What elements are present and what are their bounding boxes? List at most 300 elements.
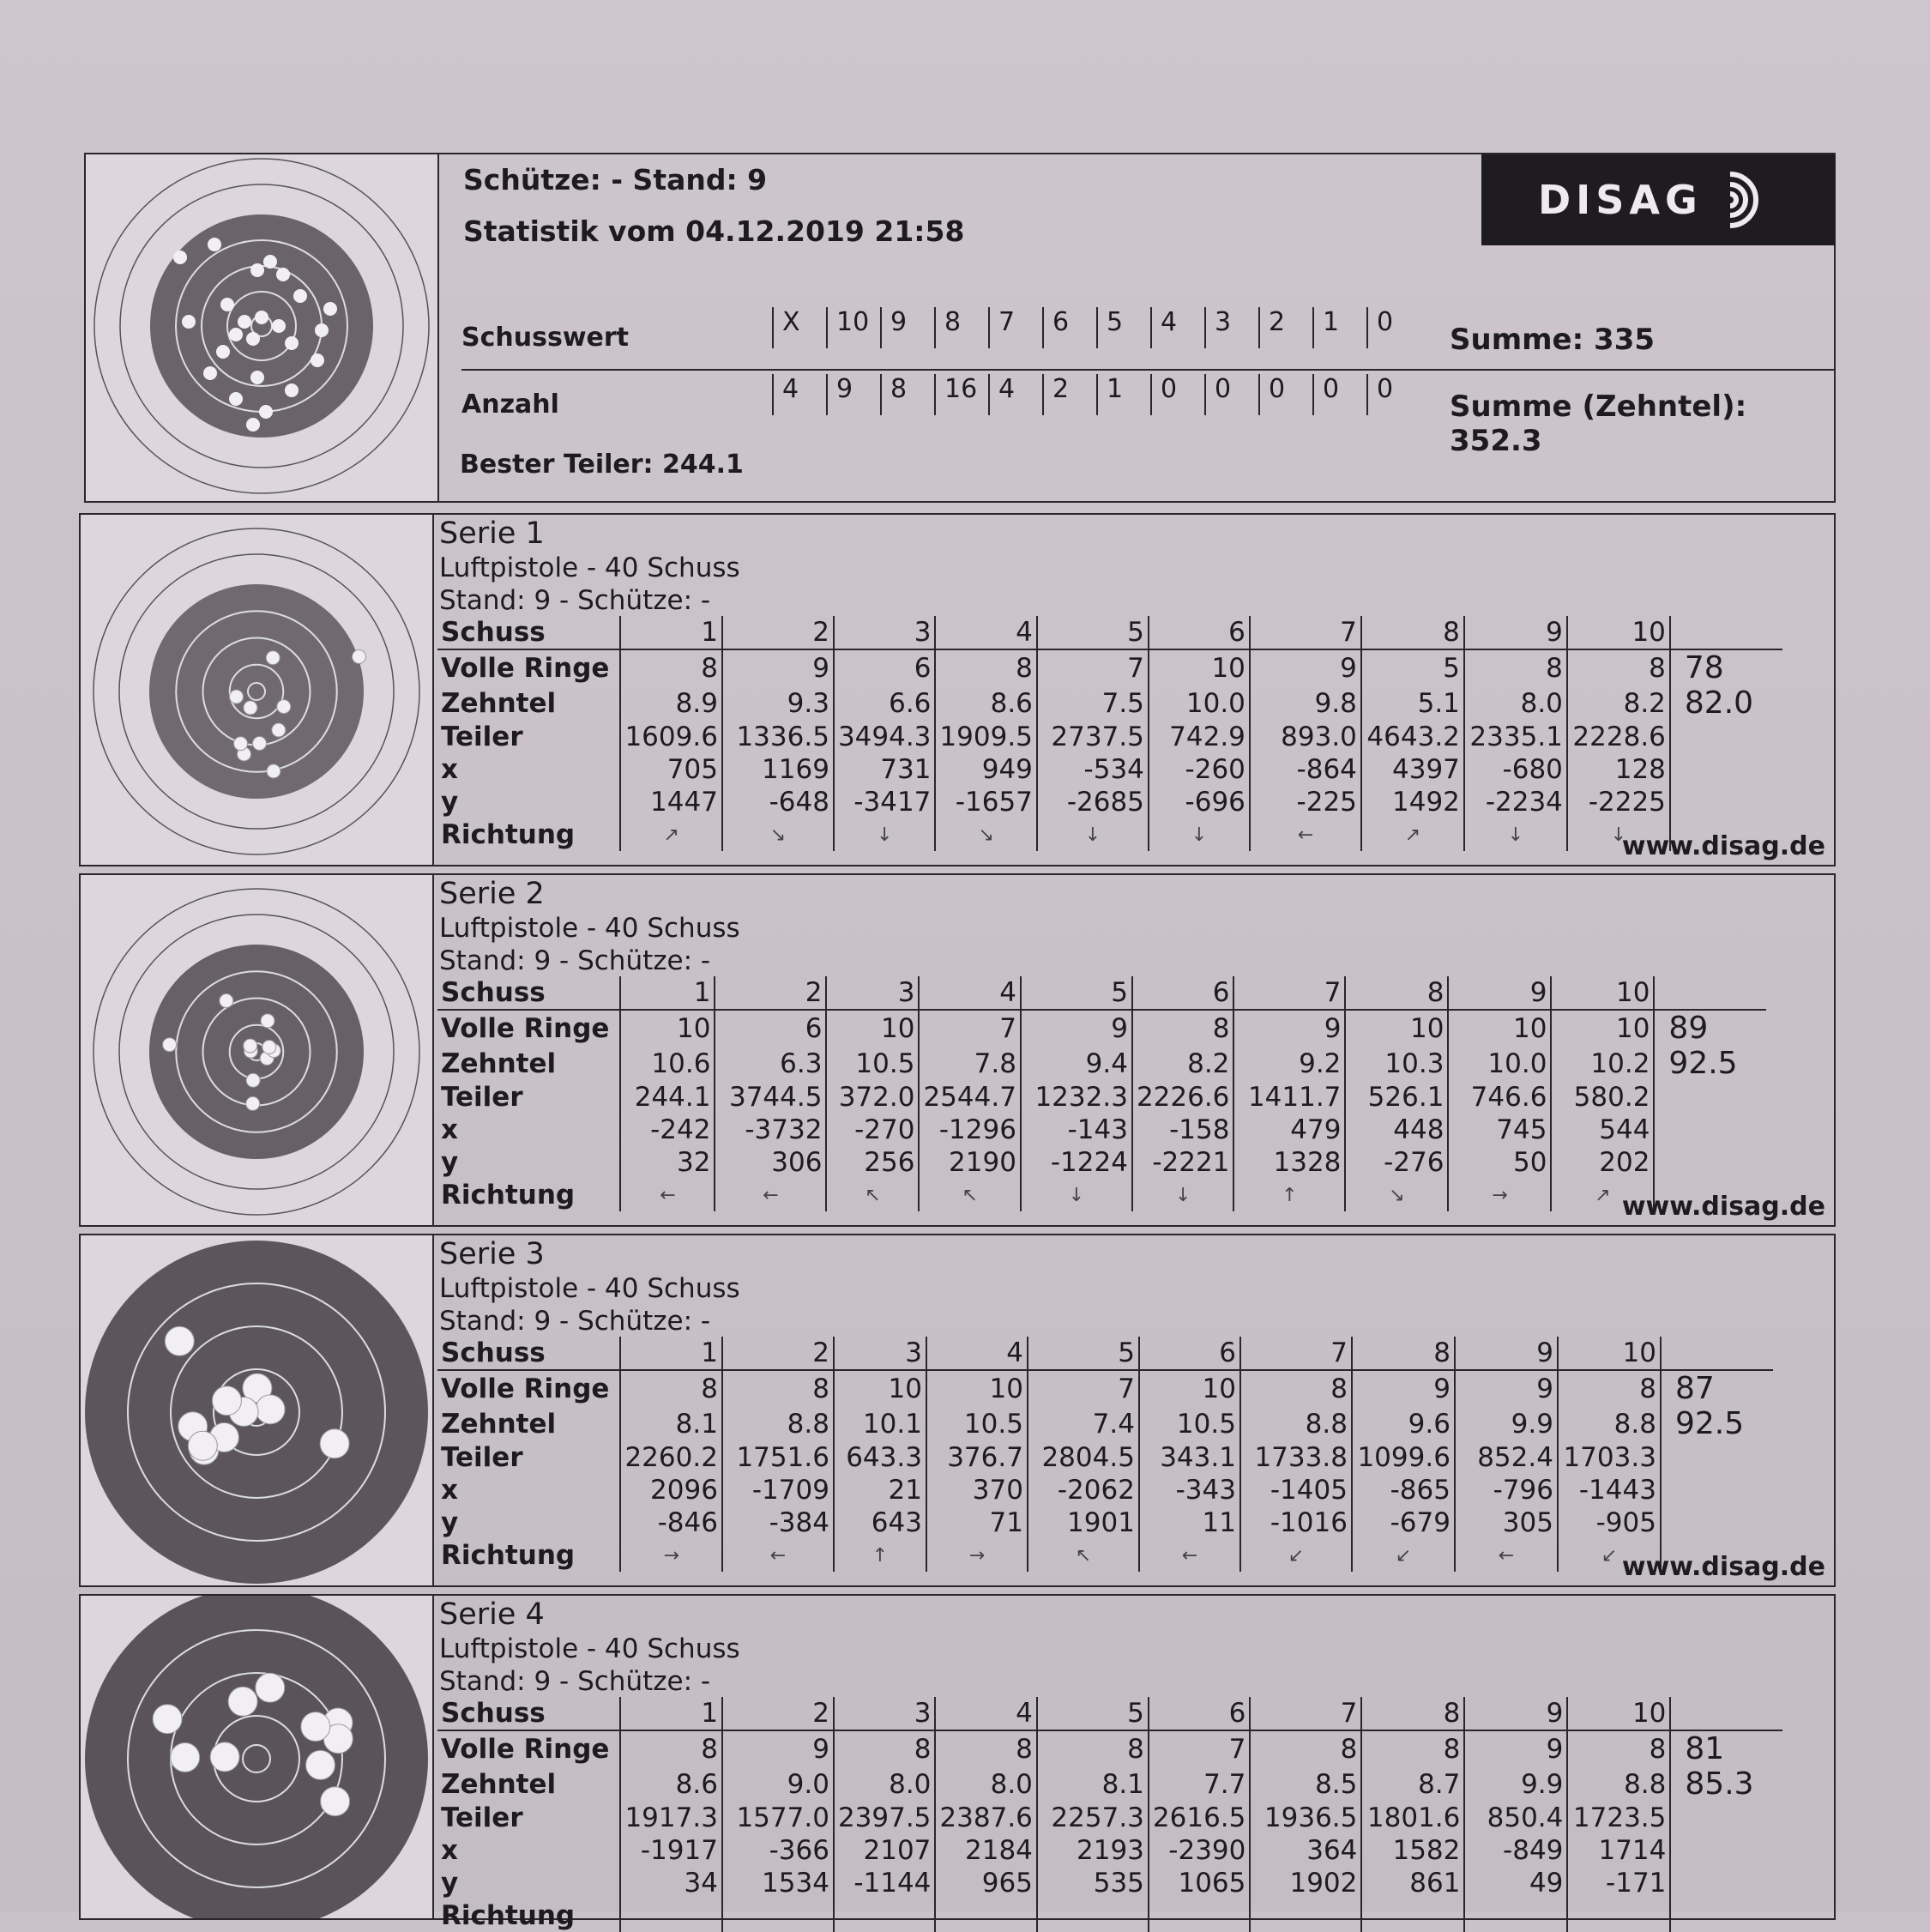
table-cell: ↗ <box>1551 1179 1654 1211</box>
row-label: y <box>441 1147 459 1178</box>
table-cell: ↓ <box>834 818 935 851</box>
table-cell: -796 <box>1455 1474 1558 1506</box>
table-row <box>437 1046 1766 1081</box>
hit-mark <box>272 723 286 737</box>
table-cell: 8 <box>1361 616 1464 649</box>
table-cell: 372.0 <box>826 1081 919 1114</box>
table-cell: 1577.0 <box>722 1802 834 1834</box>
table-cell: 8.0 <box>935 1766 1036 1802</box>
table-cell: 6 <box>834 649 935 685</box>
table-cell: ← <box>620 1179 715 1211</box>
table-row <box>437 1506 1773 1539</box>
table-cell: 10 <box>1448 1010 1551 1046</box>
table-cell: 479 <box>1233 1114 1345 1146</box>
table-cell: -2062 <box>1028 1474 1139 1506</box>
table-cell: 8 <box>1464 649 1567 685</box>
table-cell: -2221 <box>1132 1146 1233 1179</box>
table-cell: ↙ <box>1352 1539 1455 1572</box>
table-cell: 1411.7 <box>1233 1081 1345 1114</box>
count-cell: 4 <box>772 374 825 415</box>
table-cell: 852.4 <box>1455 1441 1558 1474</box>
hit-mark <box>256 1395 285 1424</box>
table-cell: 850.4 <box>1464 1802 1567 1834</box>
series-total: 92.5 <box>1661 1406 1773 1441</box>
table-cell <box>1567 1899 1670 1932</box>
table-cell: ↓ <box>1132 1179 1233 1211</box>
table-cell: -3417 <box>834 786 935 818</box>
row-label: Teiler <box>441 1082 523 1113</box>
table-cell: 10 <box>926 1370 1028 1406</box>
table-cell: 1534 <box>722 1867 834 1899</box>
table-cell: 4 <box>919 976 1020 1010</box>
table-cell: 1 <box>620 1337 721 1370</box>
table-cell: 4 <box>935 616 1036 649</box>
table-cell: -1709 <box>722 1474 834 1506</box>
table-cell: -1296 <box>919 1114 1020 1146</box>
series-target-icon <box>81 1596 432 1918</box>
series-block <box>79 1234 1836 1587</box>
hit-mark <box>244 701 257 715</box>
series-table <box>437 1337 1773 1572</box>
row-label: Zehntel <box>441 687 557 719</box>
count-cell: 9 <box>826 374 879 415</box>
table-cell: 7 <box>1028 1370 1139 1406</box>
table-cell: 2 <box>722 616 834 649</box>
table-cell: 3744.5 <box>715 1081 826 1114</box>
table-cell: 10.0 <box>1149 685 1250 721</box>
summary-target-icon <box>86 154 437 501</box>
table-cell: 746.6 <box>1448 1081 1551 1114</box>
table-cell: 1492 <box>1361 786 1464 818</box>
table-cell: 6 <box>1149 616 1250 649</box>
shot-value-label: Schusswert <box>461 323 630 353</box>
table-cell: 10.5 <box>926 1406 1028 1441</box>
row-label: Teiler <box>441 1802 523 1833</box>
row-label: x <box>441 1835 458 1866</box>
statistics-date: Statistik vom 04.12.2019 21:58 <box>463 214 965 248</box>
table-cell: 10.5 <box>1139 1406 1240 1441</box>
series-total <box>1670 1867 1782 1899</box>
table-cell: 5 <box>1028 1337 1139 1370</box>
table-cell: 9 <box>1455 1370 1558 1406</box>
hit-mark <box>212 1386 241 1416</box>
series-target <box>81 875 434 1225</box>
table-cell: 6 <box>1139 1337 1240 1370</box>
row-label: Volle Ringe <box>441 1012 610 1044</box>
table-cell: 1 <box>620 616 721 649</box>
series-total <box>1654 1081 1766 1114</box>
series-total: 89 <box>1654 1010 1766 1046</box>
table-cell: ← <box>722 1539 834 1572</box>
table-cell: 2107 <box>834 1834 935 1867</box>
hit-mark <box>165 1326 194 1355</box>
series-target-icon <box>81 875 432 1225</box>
series-title: Serie 2 <box>439 877 545 911</box>
table-cell: 4397 <box>1361 753 1464 786</box>
series-total <box>1670 1802 1782 1834</box>
table-cell: -158 <box>1132 1114 1233 1146</box>
shooter-stand-line: Schütze: - Stand: 9 <box>463 163 768 196</box>
table-cell: -864 <box>1250 753 1361 786</box>
table-row <box>437 685 1782 721</box>
table-cell: 1703.3 <box>1558 1441 1661 1474</box>
series-discipline: Luftpistole - 40 Schuss <box>439 1273 740 1304</box>
table-cell: ↘ <box>722 818 834 851</box>
row-label: x <box>441 754 458 785</box>
table-cell: 8.1 <box>620 1406 721 1441</box>
count-cell: 16 <box>934 374 987 415</box>
count-cell: 4 <box>988 374 1041 415</box>
series-total <box>1670 1899 1782 1932</box>
table-cell: 7.8 <box>919 1046 1020 1081</box>
table-cell: 6.3 <box>715 1046 826 1081</box>
table-cell: 1609.6 <box>620 721 721 753</box>
table-cell: ↓ <box>1037 818 1149 851</box>
table-row <box>437 1114 1766 1146</box>
series-table <box>437 1697 1782 1932</box>
table-cell: 2737.5 <box>1037 721 1149 753</box>
shot-value-cell: 2 <box>1258 307 1312 348</box>
table-cell: 643 <box>834 1506 926 1539</box>
row-label: Schuss <box>437 976 620 1010</box>
shot-value-cell: 3 <box>1204 307 1258 348</box>
table-cell <box>1149 1899 1250 1932</box>
table-cell: 8.8 <box>1567 1766 1670 1802</box>
total-sum-tenth: Summe (Zehntel): 352.3 <box>1450 389 1747 458</box>
table-cell: 1902 <box>1250 1867 1361 1899</box>
table-row <box>437 1834 1782 1867</box>
table-cell: -680 <box>1464 753 1567 786</box>
series-target <box>81 1235 434 1585</box>
table-cell: 1714 <box>1567 1834 1670 1867</box>
table-cell: 2193 <box>1037 1834 1149 1867</box>
table-cell: 9.0 <box>722 1766 834 1802</box>
row-label: Schuss <box>437 616 620 649</box>
table-cell: 2226.6 <box>1132 1081 1233 1114</box>
series-discipline: Luftpistole - 40 Schuss <box>439 1633 740 1664</box>
table-cell: 8 <box>1361 1697 1464 1730</box>
hit-mark <box>171 1743 200 1772</box>
row-label: y <box>441 1868 459 1899</box>
table-cell: 10 <box>1551 1010 1654 1046</box>
table-cell: 10.3 <box>1345 1046 1448 1081</box>
series-total <box>1654 1146 1766 1179</box>
table-cell: 1169 <box>722 753 834 786</box>
table-row <box>437 818 1782 851</box>
series-total: 85.3 <box>1670 1766 1782 1802</box>
table-cell: 2397.5 <box>834 1802 935 1834</box>
table-cell: 8 <box>722 1370 834 1406</box>
shot-value-cell: 8 <box>934 307 987 348</box>
table-cell: 364 <box>1250 1834 1361 1867</box>
table-cell: 10.5 <box>826 1046 919 1081</box>
series-target-icon <box>81 1235 432 1585</box>
table-cell: 731 <box>834 753 935 786</box>
table-cell: ↗ <box>1361 818 1464 851</box>
table-cell: 6 <box>715 1010 826 1046</box>
table-cell: 448 <box>1345 1114 1448 1146</box>
table-cell: 49 <box>1464 1867 1567 1899</box>
statistics-header <box>84 153 1836 503</box>
hit-mark <box>234 737 248 751</box>
series-stand: Stand: 9 - Schütze: - <box>439 1306 711 1337</box>
table-cell: 8 <box>1037 1730 1149 1766</box>
disag-logo <box>1481 154 1835 245</box>
table-cell: 8 <box>1361 1730 1464 1766</box>
hit-mark <box>267 764 280 778</box>
table-cell: -1016 <box>1240 1506 1352 1539</box>
table-cell: -143 <box>1021 1114 1132 1146</box>
table-cell: -343 <box>1139 1474 1240 1506</box>
table-cell: 9 <box>1464 1697 1567 1730</box>
table-cell: 9 <box>1448 976 1551 1010</box>
table-cell: 128 <box>1567 753 1670 786</box>
table-cell: 305 <box>1455 1506 1558 1539</box>
table-cell: 10 <box>1558 1337 1661 1370</box>
table-cell: 8 <box>1558 1370 1661 1406</box>
table-cell: -534 <box>1037 753 1149 786</box>
table-cell: 3494.3 <box>834 721 935 753</box>
table-cell: 5 <box>1361 649 1464 685</box>
table-cell: -225 <box>1250 786 1361 818</box>
hit-mark <box>253 737 267 751</box>
table-cell: 8.7 <box>1361 1766 1464 1802</box>
table-cell: 861 <box>1361 1867 1464 1899</box>
table-cell: 9.2 <box>1233 1046 1345 1081</box>
table-cell: 21 <box>834 1474 926 1506</box>
hit-mark <box>153 1705 182 1734</box>
table-cell: 50 <box>1448 1146 1551 1179</box>
table-cell: -679 <box>1352 1506 1455 1539</box>
hit-mark <box>246 1096 260 1110</box>
row-label: Schuss <box>437 1337 620 1370</box>
table-cell: -276 <box>1345 1146 1448 1179</box>
table-cell: 10.6 <box>620 1046 715 1081</box>
table-cell: ↓ <box>1149 818 1250 851</box>
table-cell: ↑ <box>834 1539 926 1572</box>
table-cell: 2544.7 <box>919 1081 1020 1114</box>
table-cell: 8 <box>1352 1337 1455 1370</box>
table-cell: 6 <box>1132 976 1233 1010</box>
table-cell <box>620 1899 721 1932</box>
table-cell <box>722 1899 834 1932</box>
row-label: Richtung <box>441 819 576 850</box>
table-cell: -696 <box>1149 786 1250 818</box>
table-cell <box>1464 1899 1567 1932</box>
table-cell: 3 <box>834 1697 935 1730</box>
table-cell: 9 <box>722 649 834 685</box>
table-cell: 9.6 <box>1352 1406 1455 1441</box>
table-cell: 8.0 <box>834 1766 935 1802</box>
shot-value-cell: 4 <box>1150 307 1203 348</box>
table-cell: 8.8 <box>1240 1406 1352 1441</box>
table-cell: 10 <box>620 1010 715 1046</box>
count-cell: 0 <box>1312 374 1366 415</box>
table-cell: 8.5 <box>1250 1766 1361 1802</box>
series-total <box>1654 976 1766 1010</box>
table-cell <box>1361 1899 1464 1932</box>
hit-mark <box>262 1041 276 1054</box>
series-stand: Stand: 9 - Schütze: - <box>439 945 711 976</box>
table-cell: ↑ <box>1233 1179 1345 1211</box>
table-cell: 9 <box>1021 1010 1132 1046</box>
count-label: Anzahl <box>461 389 559 420</box>
table-cell: 893.0 <box>1250 721 1361 753</box>
table-cell: -648 <box>722 786 834 818</box>
summary-target <box>86 154 439 501</box>
row-label: y <box>441 787 459 818</box>
table-cell: 5 <box>1021 976 1132 1010</box>
total-sum: Summe: 335 <box>1450 323 1656 357</box>
shot-value-cell: 5 <box>1096 307 1149 348</box>
row-label: x <box>441 1475 458 1506</box>
table-cell: -3732 <box>715 1114 826 1146</box>
table-cell: 2 <box>722 1337 834 1370</box>
table-cell: 2184 <box>935 1834 1036 1867</box>
table-row <box>437 1179 1766 1211</box>
table-cell: 8.8 <box>1558 1406 1661 1441</box>
hit-mark <box>244 1039 257 1053</box>
table-cell: 949 <box>935 753 1036 786</box>
disag-logo-text: DISAG <box>1538 177 1703 223</box>
table-cell: 10 <box>834 1370 926 1406</box>
table-cell: ← <box>1250 818 1361 851</box>
table-row <box>437 1370 1773 1406</box>
table-cell: ↖ <box>826 1179 919 1211</box>
row-label: Zehntel <box>441 1408 557 1440</box>
table-cell: 8.2 <box>1132 1046 1233 1081</box>
table-cell: 7 <box>1037 649 1149 685</box>
table-cell: 9 <box>722 1730 834 1766</box>
table-row <box>437 1010 1766 1046</box>
series-title: Serie 3 <box>439 1237 545 1271</box>
table-cell: 8.6 <box>620 1766 721 1802</box>
table-cell: 3 <box>834 616 935 649</box>
table-cell: 1751.6 <box>722 1441 834 1474</box>
table-cell: 2 <box>722 1697 834 1730</box>
footer-url: www.disag.de <box>1621 1552 1825 1582</box>
table-cell: 10 <box>1567 1697 1670 1730</box>
hit-mark <box>321 1787 350 1816</box>
table-cell: → <box>1448 1179 1551 1211</box>
table-cell: 71 <box>926 1506 1028 1539</box>
row-label: x <box>441 1114 458 1145</box>
distribution-divider <box>461 369 1834 371</box>
hit-mark <box>266 651 280 665</box>
table-cell: 1 <box>620 976 715 1010</box>
table-cell: 6.6 <box>834 685 935 721</box>
table-cell: 7.4 <box>1028 1406 1139 1441</box>
shot-value-cell: 1 <box>1312 307 1366 348</box>
series-total <box>1670 1697 1782 1730</box>
table-row <box>437 1337 1773 1370</box>
table-cell: 535 <box>1037 1867 1149 1899</box>
count-cell: 1 <box>1096 374 1149 415</box>
table-cell: 2387.6 <box>935 1802 1036 1834</box>
table-cell: ↓ <box>1021 1179 1132 1211</box>
table-cell <box>1250 1899 1361 1932</box>
table-cell: 1733.8 <box>1240 1441 1352 1474</box>
table-cell: -171 <box>1567 1867 1670 1899</box>
table-cell: 7.7 <box>1149 1766 1250 1802</box>
table-cell: 4 <box>926 1337 1028 1370</box>
table-cell: 8.0 <box>1464 685 1567 721</box>
table-row <box>437 1539 1773 1572</box>
table-cell: ↖ <box>1028 1539 1139 1572</box>
table-cell: 2804.5 <box>1028 1441 1139 1474</box>
series-total <box>1654 1114 1766 1146</box>
series-discipline: Luftpistole - 40 Schuss <box>439 552 740 583</box>
table-cell: ← <box>1139 1539 1240 1572</box>
shot-value-cell: 10 <box>826 307 879 348</box>
series-block <box>79 873 1836 1227</box>
table-cell: 1328 <box>1233 1146 1345 1179</box>
table-row <box>437 1441 1773 1474</box>
table-cell: 8.9 <box>620 685 721 721</box>
shot-value-cell: 0 <box>1366 307 1420 348</box>
table-cell: 2 <box>715 976 826 1010</box>
table-row <box>437 976 1766 1010</box>
count-cell: 0 <box>1204 374 1258 415</box>
table-cell: 2260.2 <box>620 1441 721 1474</box>
best-teiler: Bester Teiler: 244.1 <box>460 450 744 480</box>
table-cell: 8 <box>1345 976 1448 1010</box>
series-total: 92.5 <box>1654 1046 1766 1081</box>
table-cell: -2225 <box>1567 786 1670 818</box>
table-cell: 1582 <box>1361 1834 1464 1867</box>
table-cell: 10 <box>1139 1370 1240 1406</box>
series-total <box>1670 1834 1782 1867</box>
series-total <box>1661 1441 1773 1474</box>
table-cell: 7 <box>919 1010 1020 1046</box>
table-cell: -366 <box>722 1834 834 1867</box>
count-cell: 0 <box>1366 374 1420 415</box>
shot-value-cell: 7 <box>988 307 1041 348</box>
table-cell: 11 <box>1139 1506 1240 1539</box>
table-cell: 10 <box>826 1010 919 1046</box>
table-cell: 32 <box>620 1146 715 1179</box>
table-cell: 4 <box>935 1697 1036 1730</box>
table-row <box>437 649 1782 685</box>
row-label: Richtung <box>441 1900 576 1931</box>
table-cell: 1917.3 <box>620 1802 721 1834</box>
table-cell: ↖ <box>919 1179 1020 1211</box>
table-cell: 10.1 <box>834 1406 926 1441</box>
table-cell: 370 <box>926 1474 1028 1506</box>
hit-mark <box>261 1014 274 1028</box>
table-cell: 9 <box>1250 649 1361 685</box>
table-cell: 8 <box>935 1730 1036 1766</box>
table-cell: → <box>620 1539 721 1572</box>
table-cell: 1901 <box>1028 1506 1139 1539</box>
footer-url: www.disag.de <box>1621 1192 1825 1222</box>
table-cell: 1723.5 <box>1567 1802 1670 1834</box>
table-cell: -1144 <box>834 1867 935 1899</box>
table-cell: 376.7 <box>926 1441 1028 1474</box>
table-cell: 8 <box>935 649 1036 685</box>
series-title: Serie 1 <box>439 516 545 551</box>
table-row <box>437 1146 1766 1179</box>
table-cell: 343.1 <box>1139 1441 1240 1474</box>
table-cell <box>935 1899 1036 1932</box>
table-row <box>437 753 1782 786</box>
table-cell: -270 <box>826 1114 919 1146</box>
table-cell: -2390 <box>1149 1834 1250 1867</box>
table-cell: ↓ <box>1464 818 1567 851</box>
table-cell: 9 <box>1352 1370 1455 1406</box>
row-label: Richtung <box>441 1540 576 1571</box>
row-label: Volle Ringe <box>441 652 610 684</box>
